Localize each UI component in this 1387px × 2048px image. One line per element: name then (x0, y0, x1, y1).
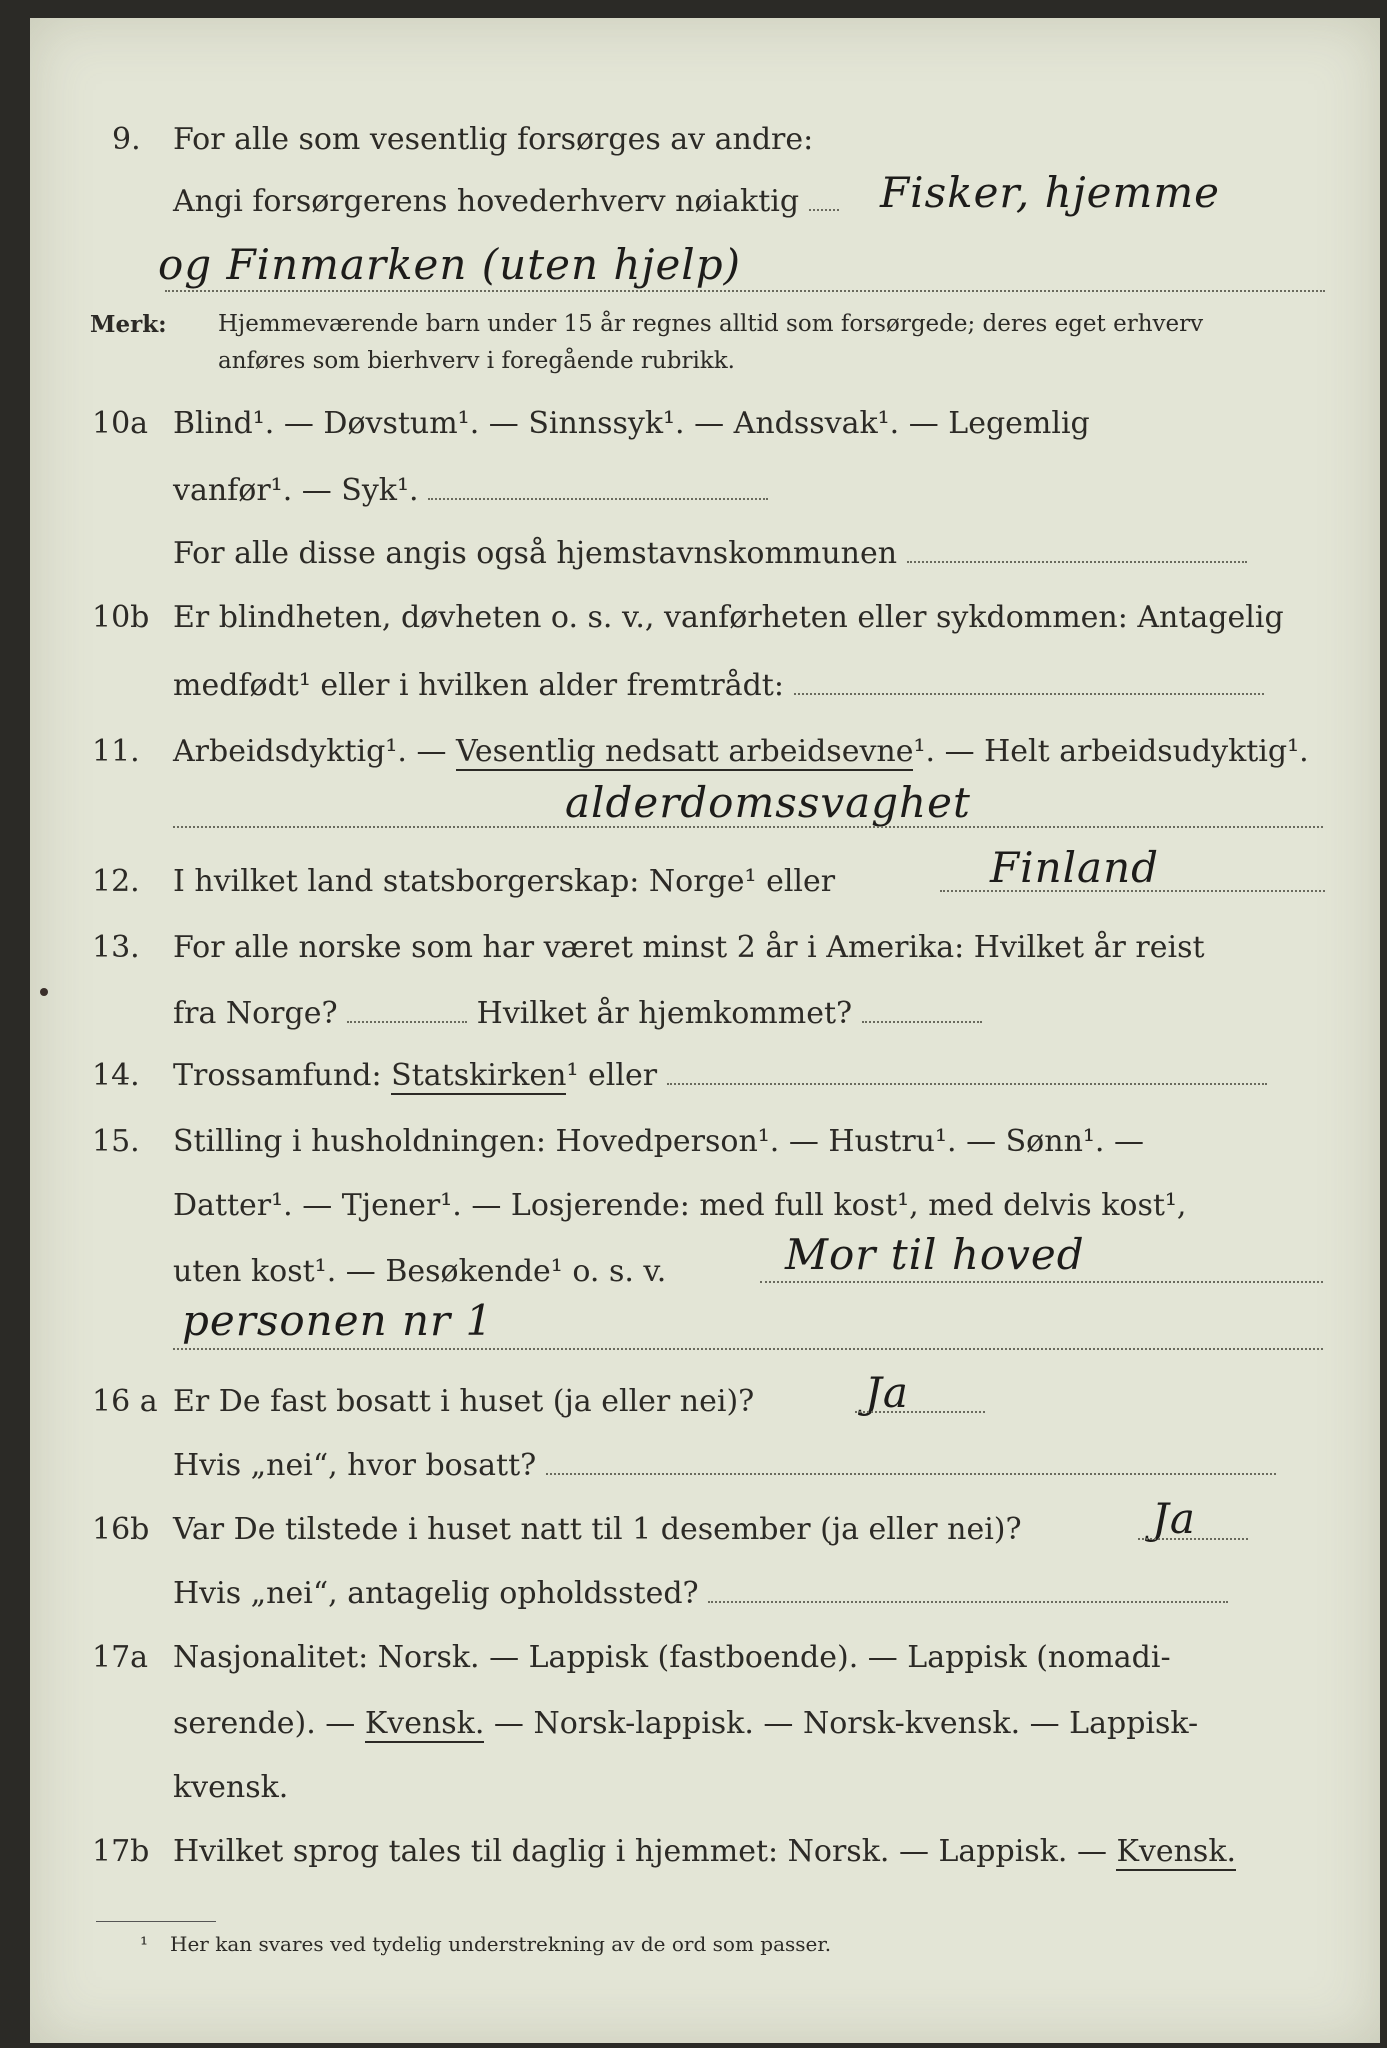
q10a-text-3 (173, 536, 1323, 571)
q16b-number: 16b (92, 1512, 150, 1547)
q9-text-1: For alle som vesentlig forsørges av andre: (173, 122, 814, 157)
q15-answer-2: personen nr 1 (182, 1296, 494, 1345)
q15-text-1: Stilling i husholdningen: Hovedperson¹. — Hustru¹. — Sønn¹. — (173, 1124, 1144, 1159)
merk-label: Merk: (90, 311, 167, 338)
q16a-label-2: Hvis „nei“, hvor bosatt? (173, 1448, 537, 1483)
q11-option-underlined: Vesentlig nedsatt arbeidsevne (455, 734, 914, 769)
q13-dotted-line-a (347, 1021, 467, 1023)
q13-dotted-line-b (862, 1021, 982, 1023)
q12-answer-line (940, 890, 1325, 892)
q16b-answer-line (1138, 1538, 1248, 1540)
q17a-text-1: Nasjonalitet: Norsk. — Lappisk (fastboende). — Lappisk (nomadi- (173, 1640, 1171, 1675)
q10a-label-3: For alle disse angis også hjemstavnskommunen (173, 536, 898, 571)
q9-answer-line (165, 290, 1325, 292)
footnote-rule (96, 1921, 216, 1922)
q17b-label: Hvilket sprog tales til daglig i hjemmet: Norsk. — Lappisk. — (173, 1834, 1117, 1869)
q11-number: 11. (92, 734, 140, 769)
q17b-text-1 (173, 1834, 1323, 1869)
footnote-text: Her kan svares ved tydelig understrekning av de ord som passer. (170, 1932, 832, 1956)
q10a-label-2: vanfør¹. — Syk¹. (173, 473, 419, 508)
q16b-dotted-line (708, 1601, 1228, 1603)
q9-number: 9. (112, 122, 141, 157)
census-form-page (30, 18, 1380, 2043)
q10b-label-2: medfødt¹ eller i hvilken alder fremtrådt: (173, 668, 784, 703)
q14-option-c: ¹ eller (566, 1058, 658, 1093)
q10a-text-2 (173, 473, 1323, 508)
q14-option-underlined: Statskirken (391, 1058, 567, 1093)
q17a-label-a: serende). — (173, 1706, 365, 1741)
q17a-label-c: — Norsk-lappisk. — Norsk-kvensk. — Lappisk- (484, 1706, 1199, 1741)
q12-text-1: I hvilket land statsborgerskap: Norge¹ eller (173, 864, 836, 899)
q16a-answer: Ja (865, 1368, 909, 1417)
q15-text-2: Datter¹. — Tjener¹. — Losjerende: med full kost¹, med delvis kost¹, (173, 1188, 1187, 1223)
q10a-text-1: Blind¹. — Døvstum¹. — Sinnssyk¹. — Andssvak¹. — Legemlig (173, 406, 1090, 441)
q16b-label-2: Hvis „nei“, antagelig opholdssted? (173, 1576, 699, 1611)
q12-number: 12. (92, 864, 140, 899)
q13-text-2 (173, 996, 1323, 1031)
q13-label-b: Hvilket år hjemkommet? (476, 996, 853, 1031)
q10a-dotted-line-2 (907, 561, 1247, 563)
ink-spot (40, 988, 48, 996)
q13-label-a: fra Norge? (173, 996, 338, 1031)
q17a-number: 17a (92, 1640, 149, 1675)
footnote-mark: ¹ (140, 1932, 149, 1956)
q11-option-c: ¹. — Helt arbeidsudyktig¹. (913, 734, 1309, 769)
q11-option-a: Arbeidsdyktig¹. — (173, 734, 456, 769)
q9-dotted-line (809, 209, 839, 211)
q14-dotted-line (667, 1083, 1267, 1085)
q16a-number: 16 a (92, 1384, 158, 1419)
q11-text-1 (173, 734, 1323, 769)
q10a-number: 10a (92, 406, 149, 441)
q10b-text-2 (173, 668, 1323, 703)
q17a-text-3: kvensk. (173, 1770, 289, 1805)
q17b-option-underlined: Kvensk. (1116, 1834, 1237, 1869)
q15-answer-line-2 (173, 1348, 1323, 1350)
q10b-dotted-line (794, 693, 1264, 695)
q9-label-2: Angi forsørgerens hovederhverv nøiaktig (173, 184, 800, 219)
q10a-dotted-line-1 (428, 498, 768, 500)
q13-number: 13. (92, 930, 140, 965)
q16b-answer: Ja (1152, 1494, 1196, 1543)
q12-answer: Finland (990, 843, 1160, 892)
q16b-text-1: Var De tilstede i huset natt til 1 desember (ja eller nei)? (173, 1512, 1022, 1547)
q14-label: Trossamfund: (173, 1058, 392, 1093)
q9-answer-2: og Finmarken (uten hjelp) (158, 240, 741, 289)
q14-text-1 (173, 1058, 1323, 1093)
q11-answer: alderdomssvaghet (565, 778, 971, 827)
q14-number: 14. (92, 1058, 140, 1093)
q10b-number: 10b (92, 600, 150, 635)
q13-text-1: For alle norske som har været minst 2 år i Amerika: Hvilket år reist (173, 930, 1205, 965)
q15-number: 15. (92, 1124, 140, 1159)
q16a-dotted-line (546, 1473, 1276, 1475)
q17a-option-underlined: Kvensk. (364, 1706, 485, 1741)
q10b-text-1: Er blindheten, døvheten o. s. v., vanførheten eller sykdommen: Antagelig (173, 600, 1284, 635)
q17b-number: 17b (92, 1834, 150, 1869)
q17a-text-2 (173, 1706, 1323, 1741)
q16b-text-2 (173, 1576, 1323, 1611)
merk-text-1: Hjemmeværende barn under 15 år regnes alltid som forsørgede; deres eget erhverv (218, 311, 1204, 337)
q16a-text-1: Er De fast bosatt i huset (ja eller nei)? (173, 1384, 755, 1419)
merk-text-2: anføres som bierhverv i foregående rubrikk. (218, 348, 735, 374)
q15-answer-1: Mor til hoved (785, 1230, 1085, 1279)
q15-text-3: uten kost¹. — Besøkende¹ o. s. v. (173, 1254, 667, 1289)
q11-answer-line (173, 826, 1323, 828)
q16a-answer-line (855, 1411, 985, 1413)
q15-answer-line-1 (760, 1281, 1323, 1283)
q9-answer-1: Fisker, hjemme (880, 168, 1221, 217)
q16a-text-2 (173, 1448, 1323, 1483)
